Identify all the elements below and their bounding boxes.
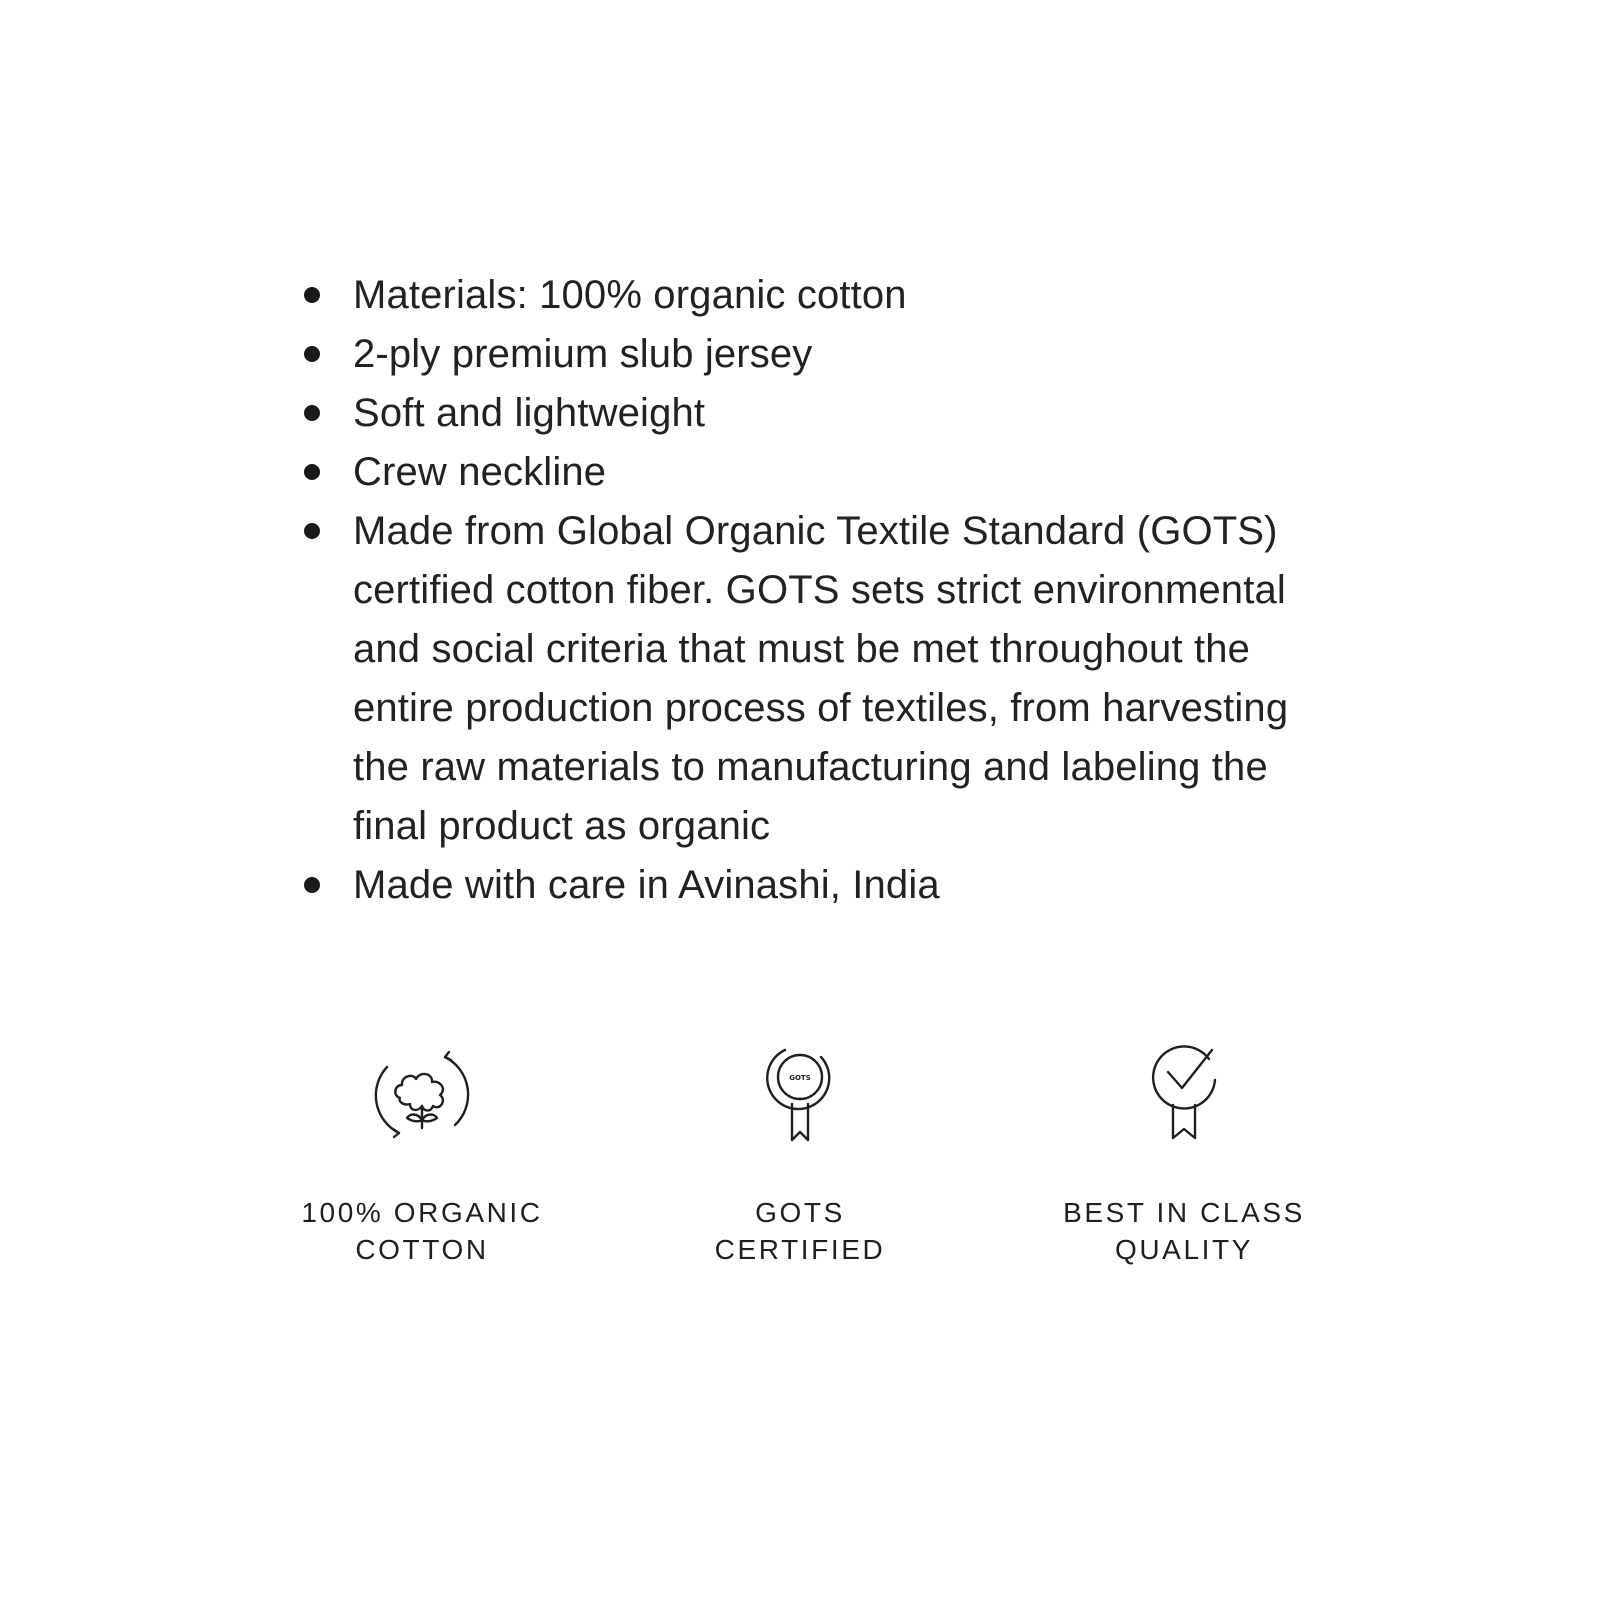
badge-label-line: COTTON bbox=[355, 1234, 489, 1265]
bullet-icon bbox=[304, 877, 320, 893]
badge-organic-cotton bbox=[262, 1040, 582, 1268]
gots-seal-text: GOTS bbox=[789, 1074, 811, 1082]
badge-gots-certified bbox=[640, 1040, 960, 1268]
badge-label bbox=[262, 1194, 582, 1268]
feature-item-jersey bbox=[304, 325, 1324, 384]
feature-text: 2-ply premium slub jersey bbox=[353, 332, 813, 376]
badge-label-line: GOTS bbox=[755, 1197, 845, 1228]
feature-item-neckline bbox=[304, 443, 1324, 502]
bullet-icon bbox=[304, 287, 320, 303]
badge-label bbox=[640, 1194, 960, 1268]
badge-label-line: 100% ORGANIC bbox=[301, 1197, 543, 1228]
bullet-icon bbox=[304, 346, 320, 362]
feature-item-lightweight bbox=[304, 384, 1324, 443]
feature-text: Made from Global Organic Textile Standard (GOTS) certified cotton fiber. GOTS sets strict environmental and social criteria that must be met throughout the entire production process of textiles, from harvesting the raw materials to manufacturing and labeling the final product as organic bbox=[353, 509, 1289, 848]
feature-list bbox=[304, 266, 1324, 915]
organic-cotton-cycle-icon bbox=[367, 1040, 477, 1150]
badge-label-line: QUALITY bbox=[1114, 1234, 1253, 1265]
feature-text: Crew neckline bbox=[353, 450, 607, 494]
quality-check-badge-icon bbox=[1129, 1040, 1239, 1150]
badge-row bbox=[0, 1040, 1600, 1265]
badge-label-line: CERTIFIED bbox=[714, 1234, 886, 1265]
badge-label-line: BEST IN CLASS bbox=[1063, 1197, 1305, 1228]
feature-text: Materials: 100% organic cotton bbox=[353, 273, 907, 317]
bullet-icon bbox=[304, 464, 320, 480]
badge-label bbox=[1024, 1194, 1344, 1268]
bullet-icon bbox=[304, 405, 320, 421]
feature-item-gots bbox=[304, 502, 1324, 856]
feature-text: Soft and lightweight bbox=[353, 391, 706, 435]
feature-text: Made with care in Avinashi, India bbox=[353, 863, 940, 907]
gots-seal-icon bbox=[745, 1040, 855, 1150]
feature-item-materials bbox=[304, 266, 1324, 325]
badge-best-quality bbox=[1024, 1040, 1344, 1268]
bullet-icon bbox=[304, 523, 320, 539]
feature-item-origin bbox=[304, 856, 1324, 915]
